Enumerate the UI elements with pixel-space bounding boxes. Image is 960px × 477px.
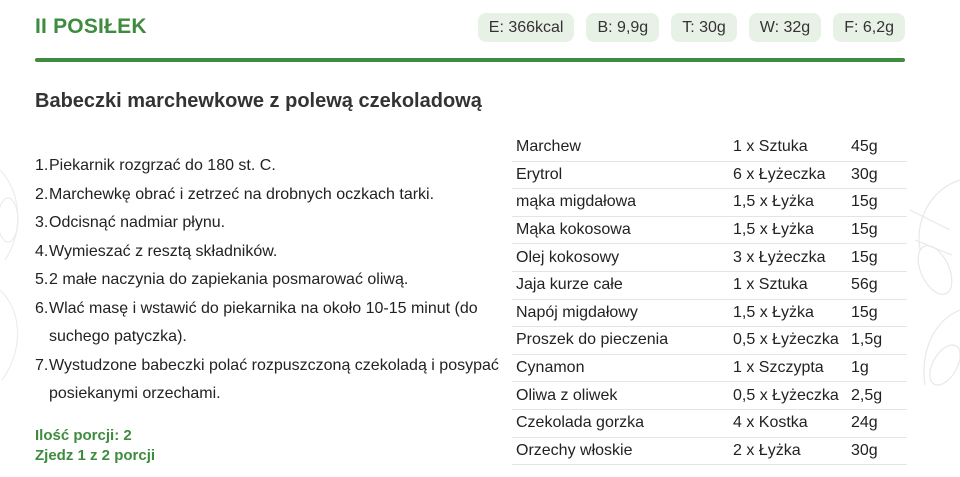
meal-title: II POSIŁEK: [35, 15, 147, 38]
step-item: [35, 352, 505, 409]
ingredient-name: Cynamon: [512, 354, 729, 382]
table-row: [512, 189, 907, 217]
leaf-decoration-left-icon: [0, 150, 30, 410]
step-number: 2.: [35, 185, 49, 203]
step-text: Wymieszać z resztą składników.: [49, 242, 278, 260]
ingredient-quantity: 1,5 x Łyżka: [729, 216, 847, 244]
step-text: Odcisnąć nadmiar płynu.: [49, 214, 226, 231]
ingredient-weight: 15g: [847, 244, 907, 272]
ingredient-weight: 15g: [847, 299, 907, 327]
fiber-badge: F: 6,2g: [833, 13, 905, 42]
ingredient-weight: 56g: [847, 271, 907, 299]
step-text: Marchewkę obrać i zetrzeć na drobnych oczkach tarki.: [49, 185, 435, 203]
ingredient-weight: 1g: [847, 354, 907, 382]
recipe-title: Babeczki marchewkowe z polewą czekoladową: [35, 90, 482, 112]
ingredient-weight: 1,5g: [847, 327, 907, 355]
step-text: Wystudzone babeczki polać rozpuszczoną czekoladą i posypać posiekanymi orzechami.: [49, 356, 499, 402]
table-row: [512, 382, 907, 410]
step-number: 1.: [35, 157, 49, 174]
ingredient-weight: 24g: [847, 409, 907, 437]
ingredient-name: Czekolada gorzka: [512, 409, 729, 437]
step-text: Piekarnik rozgrzać do 180 st. C.: [49, 157, 276, 174]
ingredient-quantity: 1,5 x Łyżka: [729, 299, 847, 327]
step-item: [35, 266, 505, 295]
ingredients-table: [512, 134, 907, 465]
ingredient-name: mąka migdałowa: [512, 189, 729, 217]
table-row: [512, 354, 907, 382]
step-item: [35, 181, 505, 210]
ingredient-name: Olej kokosowy: [512, 244, 729, 272]
table-row: [512, 161, 907, 189]
ingredient-quantity: 1 x Sztuka: [729, 271, 847, 299]
step-item: [35, 295, 505, 352]
ingredient-name: Erytrol: [512, 161, 729, 189]
energy-badge: E: 366kcal: [478, 13, 575, 42]
portion-count: Ilość porcji: 2: [35, 427, 132, 444]
fat-badge: T: 30g: [671, 13, 737, 42]
step-number: 7.: [35, 356, 49, 374]
ingredient-quantity: 0,5 x Łyżeczka: [729, 382, 847, 410]
step-number: 5.: [35, 271, 49, 288]
ingredient-quantity: 0,5 x Łyżeczka: [729, 327, 847, 355]
table-row: [512, 327, 907, 355]
step-item: [35, 209, 505, 238]
ingredient-name: Jaja kurze całe: [512, 271, 729, 299]
step-text: Wlać masę i wstawić do piekarnika na około 10-15 minut (do suchego patyczka).: [49, 299, 478, 345]
ingredient-weight: 2,5g: [847, 382, 907, 410]
table-row: [512, 216, 907, 244]
table-row: [512, 437, 907, 465]
step-item: [35, 152, 505, 181]
ingredient-quantity: 1 x Szczypta: [729, 354, 847, 382]
macro-badges: [478, 13, 905, 42]
ingredient-quantity: 4 x Kostka: [729, 409, 847, 437]
header-divider: [35, 58, 905, 62]
step-number: 3.: [35, 214, 49, 231]
table-row: [512, 299, 907, 327]
protein-badge: B: 9,9g: [586, 13, 659, 42]
ingredient-name: Mąka kokosowa: [512, 216, 729, 244]
ingredient-quantity: 6 x Łyżeczka: [729, 161, 847, 189]
table-row: [512, 271, 907, 299]
ingredient-name: Proszek do pieczenia: [512, 327, 729, 355]
step-number: 6.: [35, 299, 49, 317]
ingredient-weight: 30g: [847, 161, 907, 189]
ingredient-name: Marchew: [512, 134, 729, 161]
meal-header: [35, 10, 905, 44]
ingredient-quantity: 1,5 x Łyżka: [729, 189, 847, 217]
ingredient-quantity: 1 x Sztuka: [729, 134, 847, 161]
carbs-badge: W: 32g: [749, 13, 821, 42]
portion-eat: Zjedz 1 z 2 porcji: [35, 447, 156, 464]
ingredient-quantity: 3 x Łyżeczka: [729, 244, 847, 272]
ingredient-quantity: 2 x Łyżka: [729, 437, 847, 465]
ingredient-weight: 30g: [847, 437, 907, 465]
recipe-steps: [35, 152, 505, 409]
table-row: [512, 244, 907, 272]
ingredient-weight: 45g: [847, 134, 907, 161]
step-text: 2 małe naczynia do zapiekania posmarować oliwą.: [49, 271, 409, 288]
ingredient-weight: 15g: [847, 216, 907, 244]
step-number: 4.: [35, 242, 49, 260]
ingredient-name: Napój migdałowy: [512, 299, 729, 327]
table-row: [512, 134, 907, 161]
ingredient-weight: 15g: [847, 189, 907, 217]
ingredient-name: Orzechy włoskie: [512, 437, 729, 465]
portion-info: [35, 426, 155, 466]
ingredient-name: Oliwa z oliwek: [512, 382, 729, 410]
table-row: [512, 409, 907, 437]
step-item: [35, 238, 505, 267]
